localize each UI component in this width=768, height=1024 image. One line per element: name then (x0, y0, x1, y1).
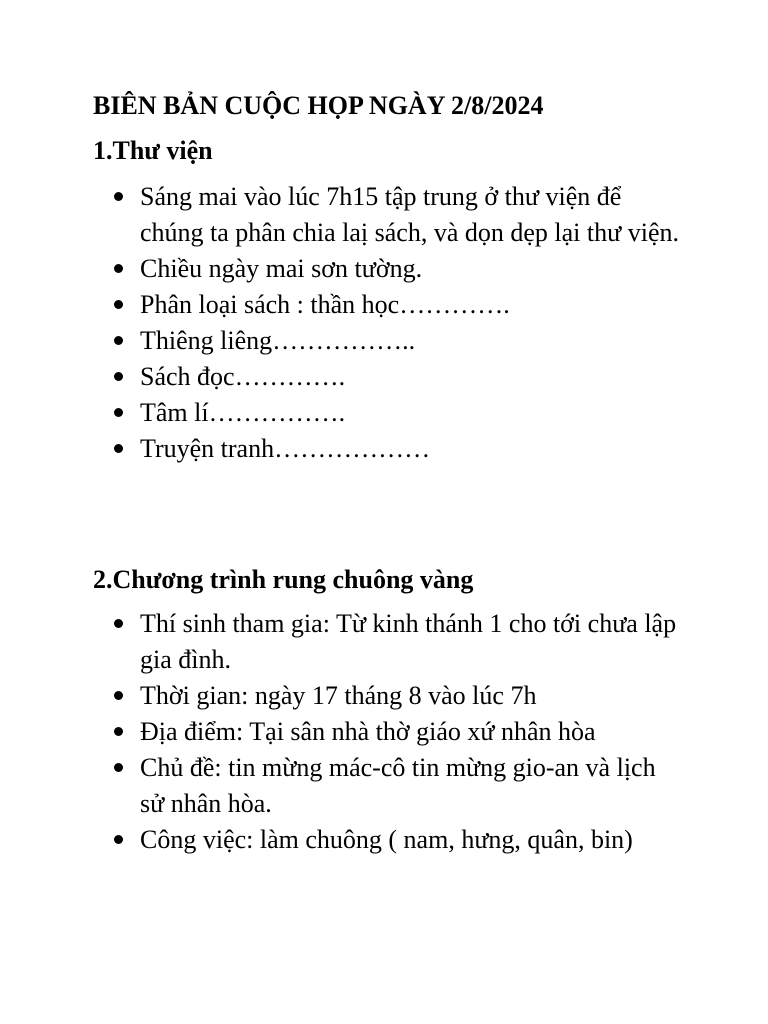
list-item (0, 678, 680, 714)
list-item-text: Tâm lí……………. (140, 398, 346, 427)
list-item-text: Thời gian: ngày 17 tháng 8 vào lúc 7h (140, 681, 537, 710)
list-item (0, 179, 680, 251)
list-item (0, 606, 680, 678)
list-item (0, 395, 680, 431)
bullet-icon (114, 192, 123, 201)
section-heading-library: 1.Thư viện (93, 136, 213, 165)
list-item-text: Sách đọc…………. (140, 362, 346, 391)
list-item-text: Chủ đề: tin mừng mác-cô tin mừng gio-an và lịch sử nhân hòa. (140, 753, 656, 818)
bullet-icon (114, 727, 123, 736)
bullet-icon (114, 835, 123, 844)
list-item-text: Sáng mai vào lúc 7h15 tập trung ở thư viện để chúng ta phân chia laị sách, và dọn dẹp lại thư viện. (140, 182, 679, 247)
bullet-icon (114, 619, 123, 628)
list-item-text: Truyện tranh……………… (140, 434, 431, 463)
list-item (0, 714, 680, 750)
bullet-icon (114, 444, 123, 453)
golden-bell-item-list (0, 606, 768, 858)
bullet-icon (114, 408, 123, 417)
list-item (0, 822, 680, 858)
list-item (0, 251, 680, 287)
list-item (0, 750, 680, 822)
bullet-icon (114, 691, 123, 700)
list-item-text: Phân loại sách : thần học…………. (140, 290, 510, 319)
bullet-icon (114, 336, 123, 345)
bullet-icon (114, 300, 123, 309)
list-item-text: Thí sinh tham gia: Từ kinh thánh 1 cho tới chưa lập gia đình. (140, 609, 677, 674)
list-item-text: Chiều ngày mai sơn tường. (140, 254, 423, 283)
list-item (0, 323, 680, 359)
list-item-text: Công việc: làm chuông ( nam, hưng, quân, bin) (140, 825, 633, 854)
library-item-list (0, 179, 768, 467)
list-item-text: Địa điểm: Tại sân nhà thờ giáo xứ nhân hòa (140, 717, 596, 746)
section-heading-golden-bell: 2.Chương trình rung chuông vàng (93, 565, 474, 594)
document-title: BIÊN BẢN CUỘC HỌP NGÀY 2/8/2024 (93, 91, 544, 120)
list-item (0, 287, 680, 323)
list-item-text: Thiêng liêng…………….. (140, 326, 416, 355)
bullet-icon (114, 264, 123, 273)
bullet-icon (114, 372, 123, 381)
list-item (0, 431, 680, 467)
list-item (0, 359, 680, 395)
bullet-icon (114, 763, 123, 772)
